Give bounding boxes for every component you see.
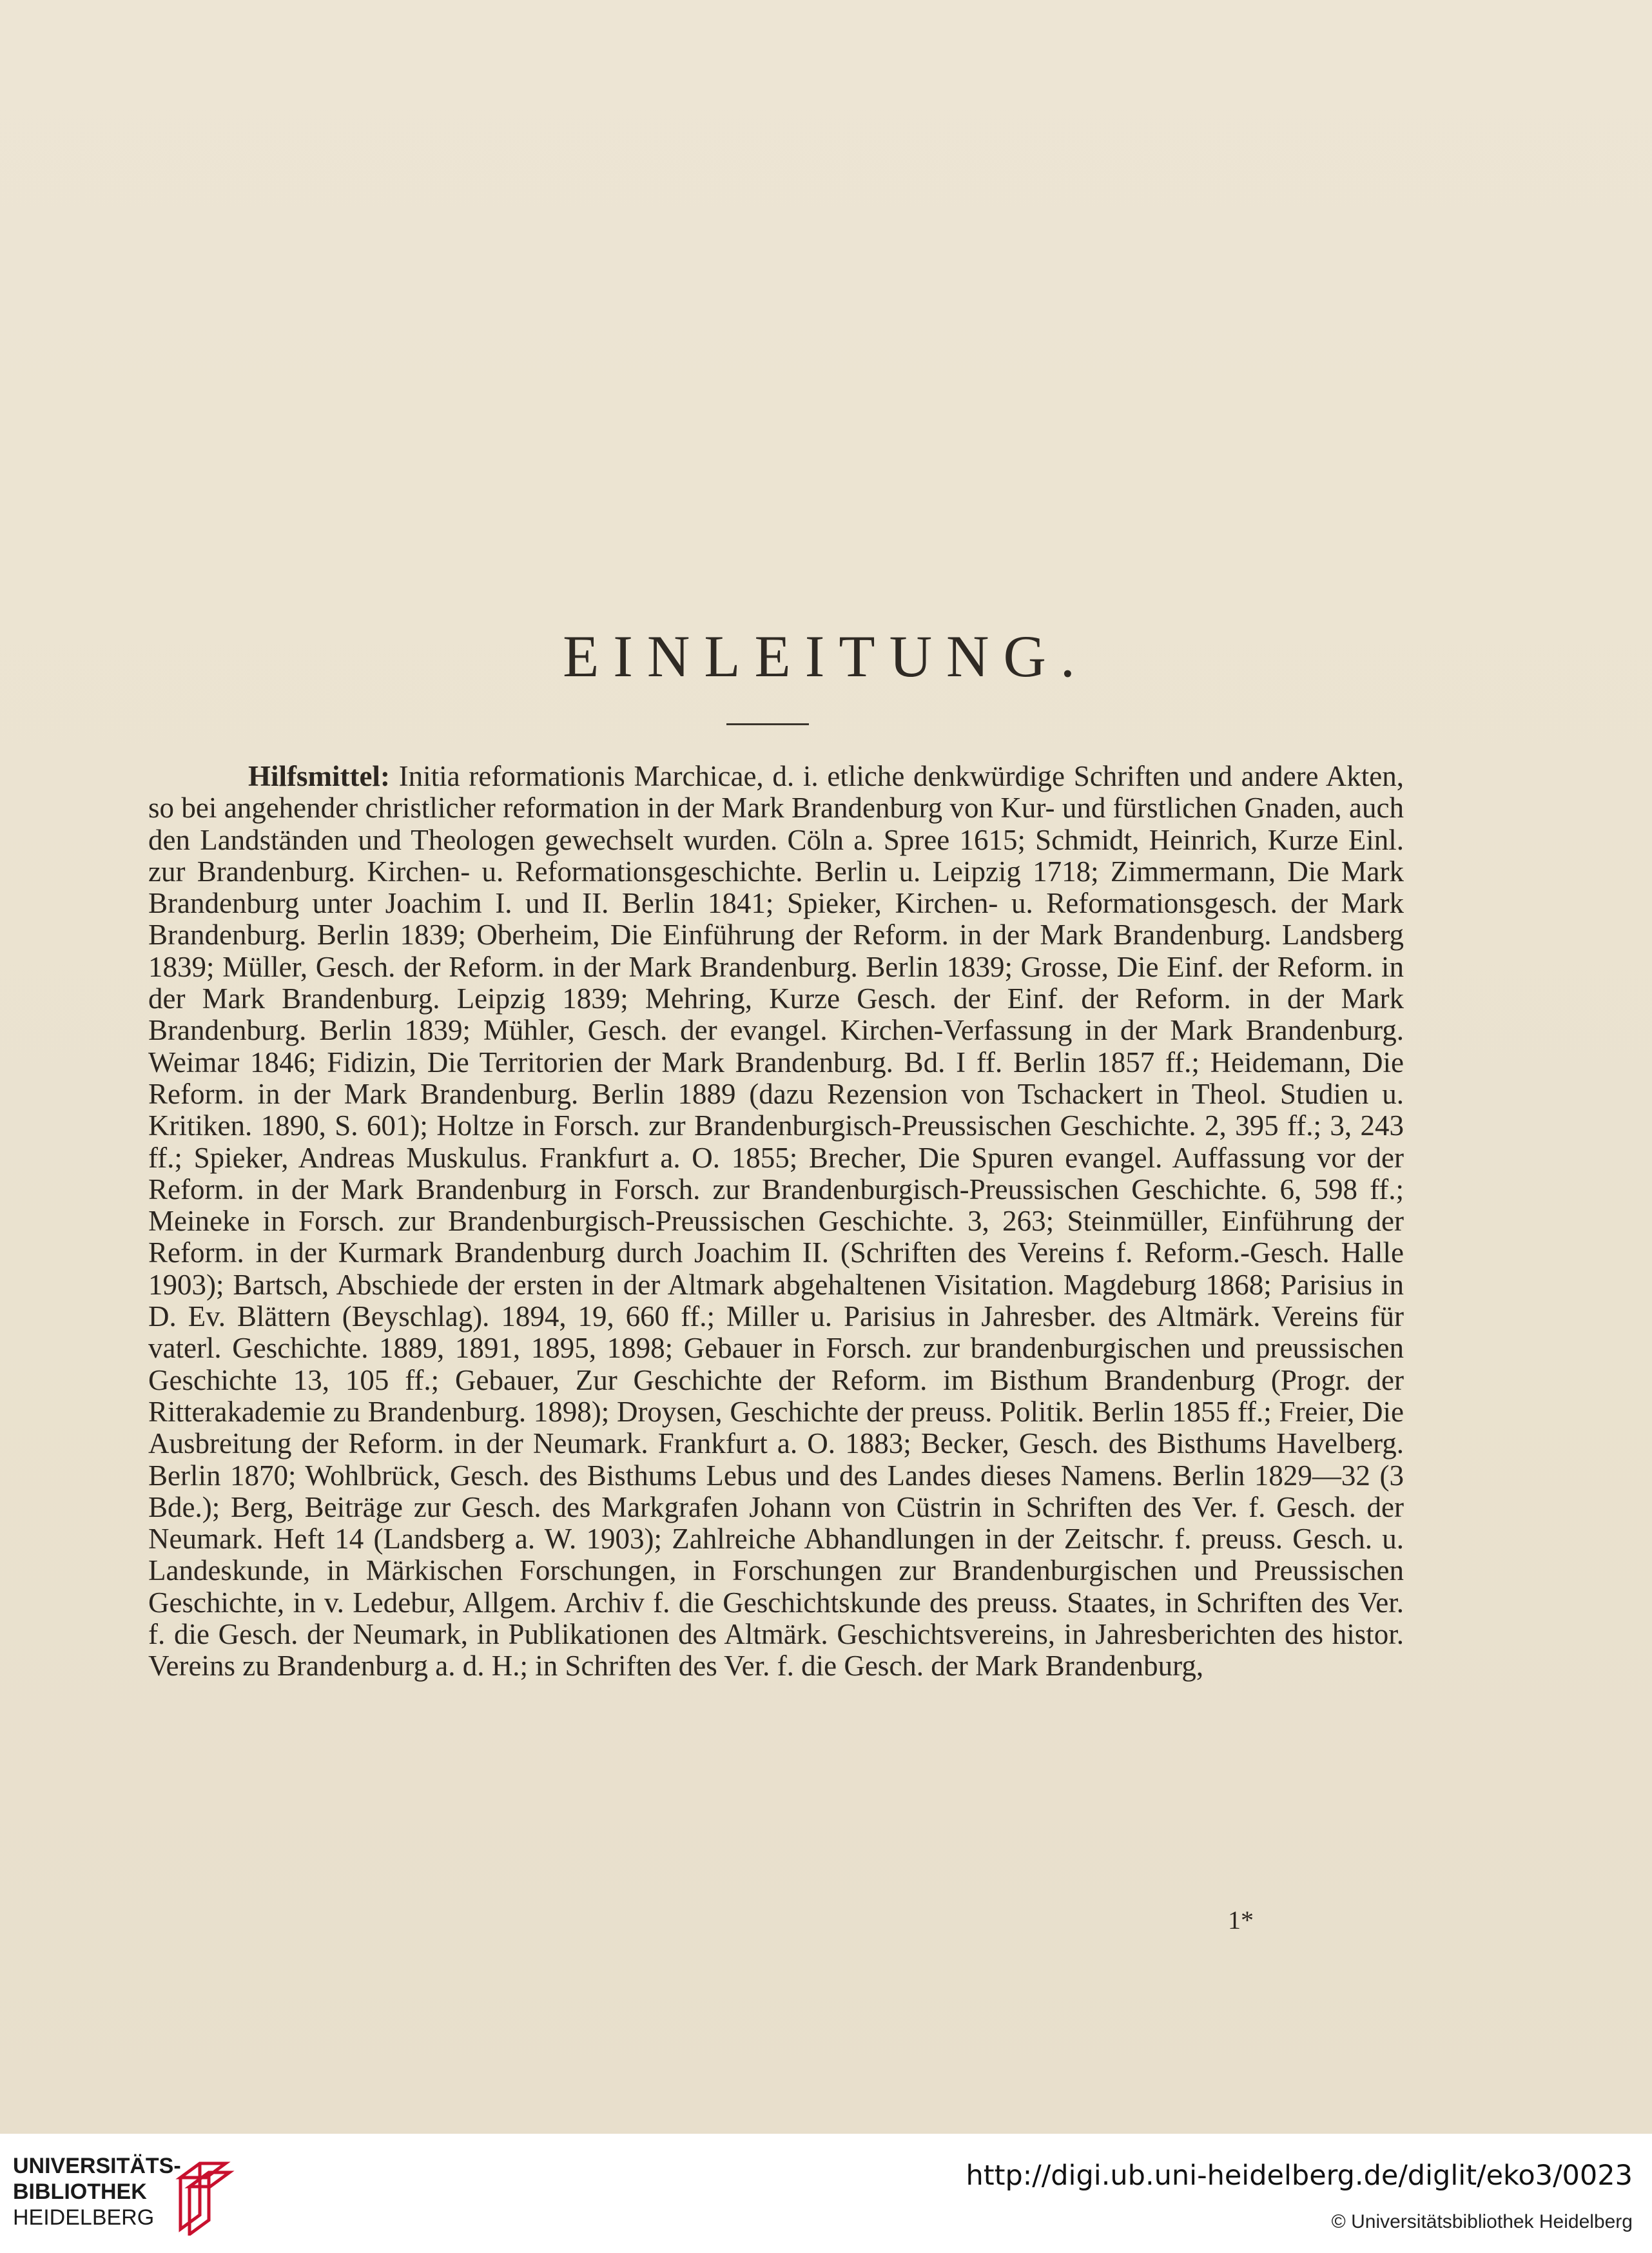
- page-heading: EINLEITUNG.: [563, 623, 1089, 689]
- library-footer: [0, 2134, 1652, 2253]
- logo-text: [13, 2153, 181, 2230]
- permalink-url[interactable]: http://digi.ub.uni-heidelberg.de/diglit/eko3/0023: [966, 2160, 1633, 2192]
- paragraph-lead: Hilfsmittel:: [248, 760, 390, 792]
- paragraph-text: Initia reformationis Marchicae, d. i. etliche denkwürdige Schriften und andere Akten, so bei angehender christlicher reformation in der Mark Brandenburg von Kur- und fürstlichen Gnaden, auch den Landständen und Theologen gewechselt wurden. Cöln a. Spree 1615; Schmidt, Heinrich, Kurze Einl. zur Brandenburg. Kirchen- u. Reformationsgeschichte. Berlin u. Leipzig 1718; Zimmermann, Die Mark Brandenburg unter Joachim I. und II. Berlin 1841; Spieker, Kirchen- u. Reformationsgesch. der Mark Brandenburg. Berlin 1839; Oberheim, Die Einführung der Reform. in der Mark Brandenburg. Landsberg 1839; Müller, Gesch. der Reform. in der Mark Brandenburg. Berlin 1839; Grosse, Die Einf. der Reform. in der Mark Brandenburg. Leipzig 1839; Mehring, Kurze Gesch. der Einf. der Reform. in der Mark Brandenburg. Berlin 1839; Mühler, Gesch. der evangel. Kirchen-Verfassung in der Mark Brandenburg. Weimar 1846; Fidizin, Die Territorien der Mark Brandenburg. Bd. I ff. Berlin 1857 ff.; Heidemann, Die Reform. in der Mark Brandenburg. Berlin 1889 (dazu Rezension von Tschackert in Theol. Studien u. Kritiken. 1890, S. 601); Holtze in Forsch. zur Brandenburgisch-Preussischen Geschichte. 2, 395 ff.; 3, 243 ff.; Spieker, Andreas Muskulus. Frankfurt a. O. 1855; Brecher, Die Spuren evangel. Auffassung vor der Reform. in der Mark Brandenburg in Forsch. zur Brandenburgisch-Preussischen Geschichte. 6, 598 ff.; Meineke in Forsch. zur Brandenburgisch-Preussischen Geschichte. 3, 263; Steinmüller, Einführung der Reform. in der Kurmark Brandenburg durch Joachim II. (Schriften des Vereins f. Reform.-Gesch. Halle 1903); Bartsch, Abschiede der ersten in der Altmark abgehaltenen Visitation. Magdeburg 1868; Parisius in D. Ev. Blättern (Beyschlag). 1894, 19, 660 ff.; Miller u. Parisius in Jahresber. des Altmärk. Vereins für vaterl. Geschichte. 1889, 1891, 1895, 1898; Gebauer in Forsch. zur brandenburgischen und preussischen Geschichte 13, 105 ff.; Gebauer, Zur Geschichte der Reform. im Bisthum Brandenburg (Progr. der Ritterakademie zu Brandenburg. 1898); Droysen, Geschichte der preuss. Politik. Berlin 1855 ff.; Freier, Die Ausbreitung der Reform. in der Neumark. Frankfurt a. O. 1883; Becker, Gesch. des Bisthums Havelberg. Berlin 1870; Wohlbrück, Gesch. des Bisthums Lebus und des Landes dieses Namens. Berlin 1829—32 (3 Bde.); Berg, Beiträge zur Gesch. des Markgrafen Johann von Cüstrin in Schriften des Ver. f. Gesch. der Neumark. Heft 14 (Landsberg a. W. 1903); Zahlreiche Abhandlungen in der Zeitschr. f. preuss. Gesch. u. Landeskunde, in Märkischen Forschungen, in Forschungen zur Brandenburgischen und Preussischen Geschichte, in v. Ledebur, Allgem. Archiv f. die Geschichtskunde des preuss. Staates, in Schriften des Ver. f. die Gesch. der Neumark, in Publikationen des Altmärk. Geschichtsvereins, in Jahresberichten des histor. Vereins zu Brandenburg a. d. H.; in Schriften des Ver. f. die Gesch. der Mark Brandenburg,: [148, 760, 1404, 1682]
- heading-rule: [726, 723, 809, 725]
- logo-line-1: UNIVERSITÄTS-: [13, 2154, 181, 2178]
- copyright-notice: © Universitätsbibliothek Heidelberg: [1331, 2211, 1633, 2232]
- logo-line-3: HEIDELBERG: [13, 2205, 155, 2230]
- page-folio: 1*: [1228, 1906, 1254, 1935]
- body-paragraph: [148, 761, 1404, 1682]
- logo-line-2: BIBLIOTHEK: [13, 2180, 147, 2204]
- library-logo[interactable]: [13, 2153, 206, 2237]
- ub-heidelberg-logo-icon: [168, 2158, 238, 2236]
